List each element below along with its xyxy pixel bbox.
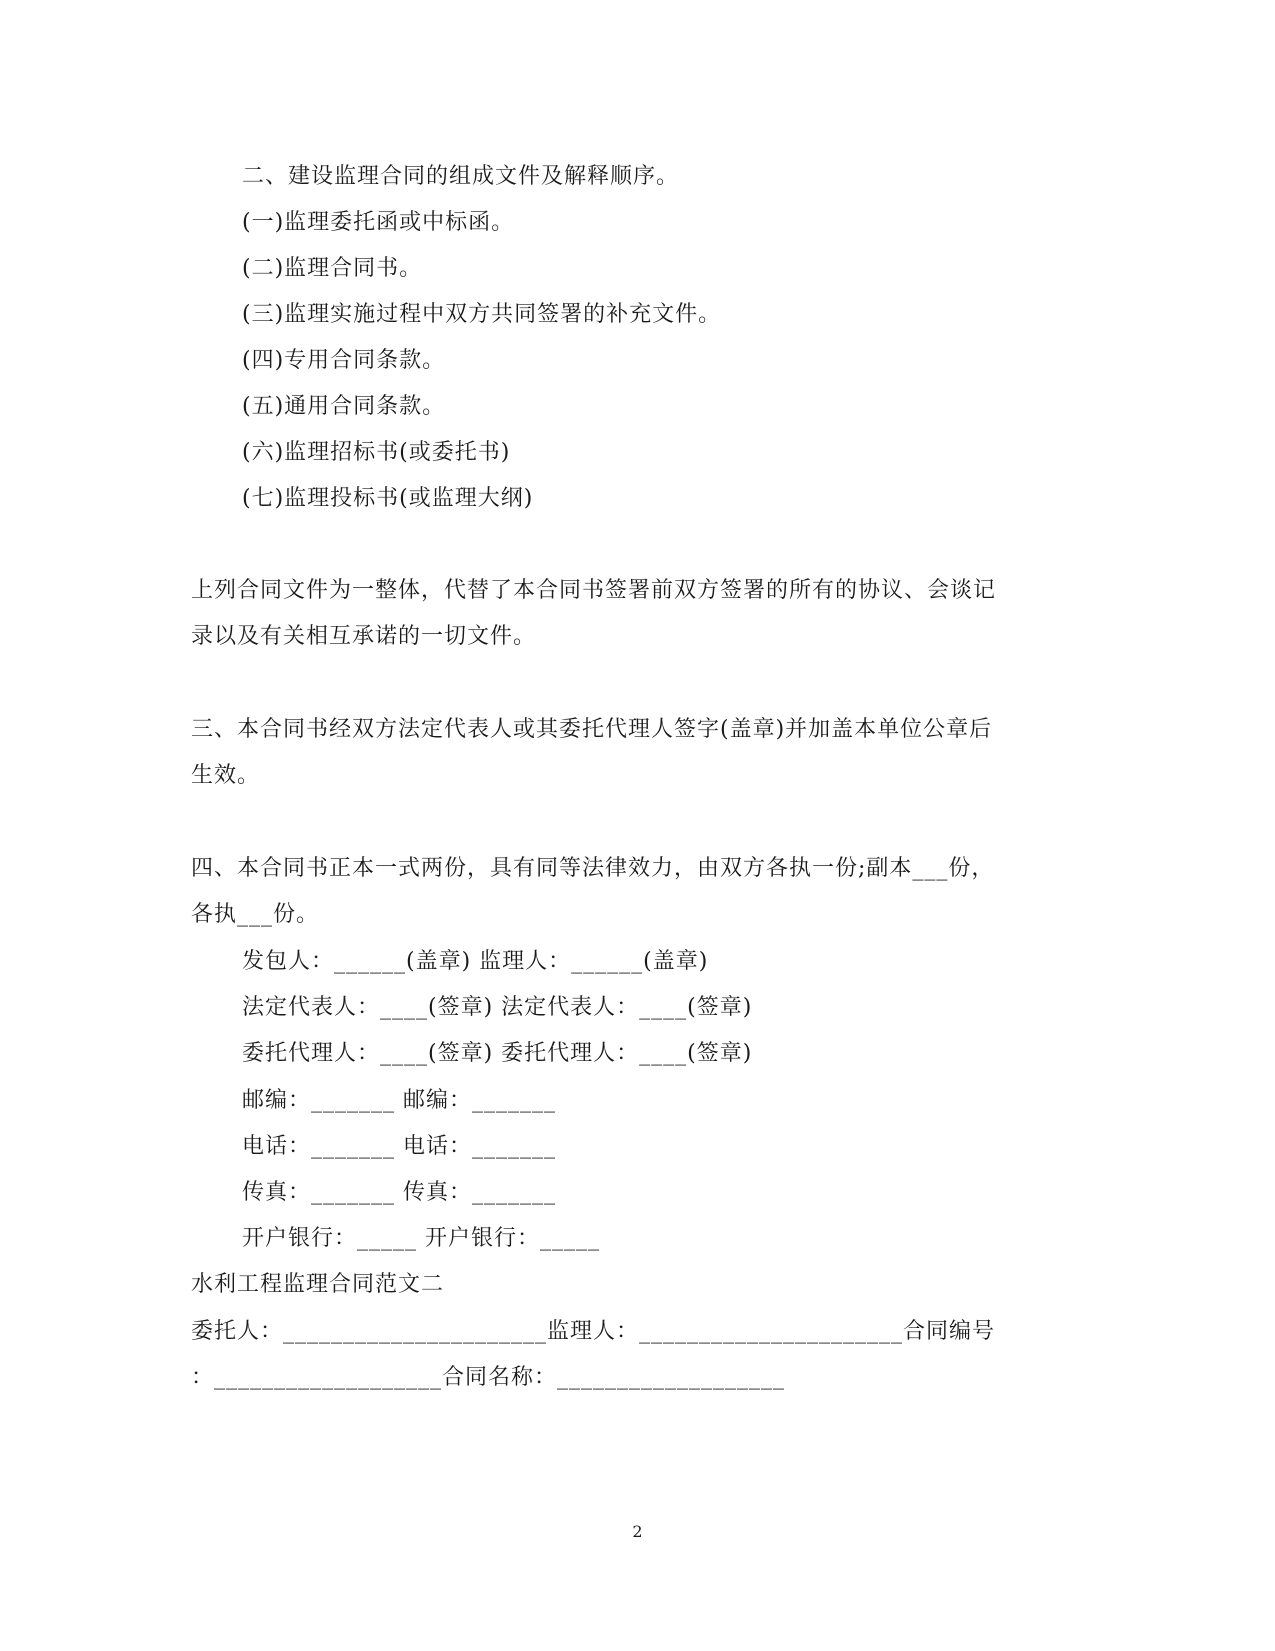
section2-heading: 二、建设监理合同的组成文件及解释顺序。 — [242, 164, 680, 189]
signature-line-phone: 电话：_______ 电话：_______ — [242, 1134, 556, 1159]
section2-item-7: (七)监理投标书(或监理大纲) — [242, 486, 534, 511]
signature-line-party: 发包人：______(盖章) 监理人：______(盖章) — [242, 949, 709, 974]
signature-line-agent: 委托代理人：____(签章) 委托代理人：____(签章) — [242, 1041, 753, 1066]
signature-line-bank: 开户银行：_____ 开户银行：_____ — [242, 1226, 600, 1251]
section4-line-2: 各执___份。 — [191, 902, 320, 927]
template2-line-1: 委托人：______________________监理人：______________________合同编号 — [191, 1319, 996, 1344]
template2-title: 水利工程监理合同范文二 — [191, 1272, 445, 1297]
section2-item-3: (三)监理实施过程中双方共同签署的补充文件。 — [242, 302, 722, 327]
section3-line-1: 三、本合同书经双方法定代表人或其委托代理人签字(盖章)并加盖本单位公章后 — [191, 717, 993, 742]
section2-item-6: (六)监理招标书(或委托书) — [242, 440, 511, 465]
section2-item-1: (一)监理委托函或中标函。 — [242, 210, 515, 235]
section2-item-5: (五)通用合同条款。 — [242, 394, 446, 419]
section2-item-4: (四)专用合同条款。 — [242, 348, 446, 373]
signature-line-legal-rep: 法定代表人：____(签章) 法定代表人：____(签章) — [242, 995, 753, 1020]
signature-line-fax: 传真：_______ 传真：_______ — [242, 1180, 556, 1205]
section3-line-2: 生效。 — [191, 763, 261, 788]
paragraph-whole-line-2: 录以及有关相互承诺的一切文件。 — [191, 624, 537, 649]
section4-line-1: 四、本合同书正本一式两份，具有同等法律效力，由双方各执一份;副本___份， — [191, 856, 995, 881]
signature-line-postcode: 邮编：_______ 邮编：_______ — [242, 1088, 556, 1113]
paragraph-whole-line-1: 上列合同文件为一整体，代替了本合同书签署前双方签署的所有的协议、会谈记 — [191, 578, 997, 603]
section2-item-2: (二)监理合同书。 — [242, 256, 423, 281]
template2-line-2: ：___________________合同名称：___________________ — [191, 1365, 786, 1390]
page-number: 2 — [632, 1522, 643, 1541]
